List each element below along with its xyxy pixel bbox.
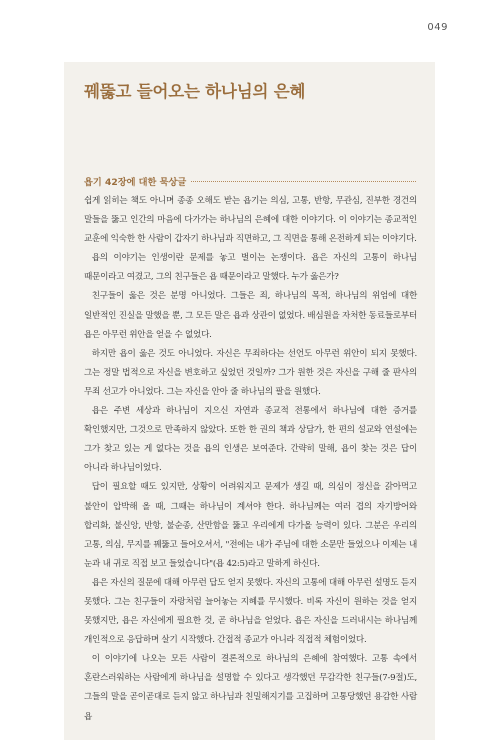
section-title: 욥기 42장에 대한 묵상글 — [84, 177, 187, 188]
paragraph: 답이 필요할 때도 있지만, 상황이 어려워지고 문제가 생길 때, 의심이 정신을 갉아먹고 불안이 압박해 올 때, 그때는 하나님이 계셔야 한다. 하나님께는 여러 겹의 자기방어와 합리화, 불신앙, 반항, 불순종, 산만함을 뚫고 우리에게 다가올 능력이 있다. 그분은 우리의 고통, 의심, 무지를 꿰뚫고 들어오셔서, "전에는 내가 주님에 대한 소문만 들었으나 이제는 내 눈과 내 귀로 직접 보고 들었습니다"(욥 42:5)라고 말하게 하신다. — [84, 482, 417, 569]
paragraph: 친구들이 옳은 것은 분명 아니었다. 그들은 죄, 하나님의 목적, 하나님의 위엄에 대한 일반적인 진실을 말했을 뿐, 그 모든 말은 욥과 상관이 없었다. 배심원을 자처한 동료들로부터 욥은 아무런 위안을 얻을 수 없었다. — [84, 291, 417, 340]
paragraph: 쉽게 읽히는 책도 아니며 종종 오해도 받는 욥기는 의심, 고통, 반항, 무관심, 진부한 경건의 말들을 뚫고 인간의 마음에 다가가는 하나님의 은혜에 대한 이야기다. 이 이야기는 종교적인 교훈에 익숙한 한 사람이 갑자기 하나님과 직면하고, 그 직면을 통해 온전하게 되는 이야기다. — [84, 196, 417, 245]
paragraph: 하지만 욥이 옳은 것도 아니었다. 자신은 무죄하다는 선언도 아무런 위안이 되지 못했다. 그는 정말 법적으로 자신을 변호하고 싶었던 것일까? 그가 원한 것은 자신을 구해 줄 판사의 무죄 선고가 아니었다. 그는 자신을 안아 줄 하나님의 팔을 원했다. — [84, 348, 417, 397]
paragraph: 이 이야기에 나오는 모든 사람이 결론적으로 하나님의 은혜에 참여했다. 고통 속에서 혼란스러워하는 사람에게 하나님을 설명할 수 있다고 생각했던 무감각한 친구들(7-9절)도, 그들의 말을 곧이곧대로 듣지 않고 하나님과 친밀해지기를 고집하며 고통당했던 용감한 사람 욥 — [84, 654, 417, 722]
page-number: 049 — [427, 22, 448, 33]
page-title: 꿰뚫고 들어오는 하나님의 은혜 — [84, 82, 306, 101]
body-text — [84, 192, 417, 727]
section-divider — [191, 181, 416, 182]
paragraph: 욥은 주변 세상과 하나님이 지으신 자연과 종교적 전통에서 하나님에 대한 증거를 확인했지만, 그것으로 만족하지 않았다. 또한 한 권의 책과 상담가, 한 편의 설교와 연설에는 그가 찾고 있는 게 없다는 것을 욥의 인생은 보여준다. 간략히 말해, 욥이 찾는 것은 답이 아니라 하나님이었다. — [84, 406, 417, 474]
section-header — [84, 174, 416, 188]
paragraph: 욥은 자신의 질문에 대해 아무런 답도 얻지 못했다. 자신의 고통에 대해 아무런 설명도 듣지 못했다. 그는 친구들이 자랑처럼 늘어놓는 지혜를 무시했다. 비록 자신이 원하는 것을 얻지 못했지만, 욥은 자신에게 필요한 것, 곧 하나님을 얻었다. 욥은 자신을 드러내시는 하나님께 개인적으로 응답하며 살기 시작했다. 간접적 종교가 아니라 직접적 체험이었다. — [84, 577, 417, 646]
paragraph: 욥의 이야기는 인생이란 문제를 놓고 벌이는 논쟁이다. 욥은 자신의 고통이 하나님 때문이라고 여겼고, 그의 친구들은 욥 때문이라고 말했다. 누가 옳은가? — [84, 253, 417, 283]
